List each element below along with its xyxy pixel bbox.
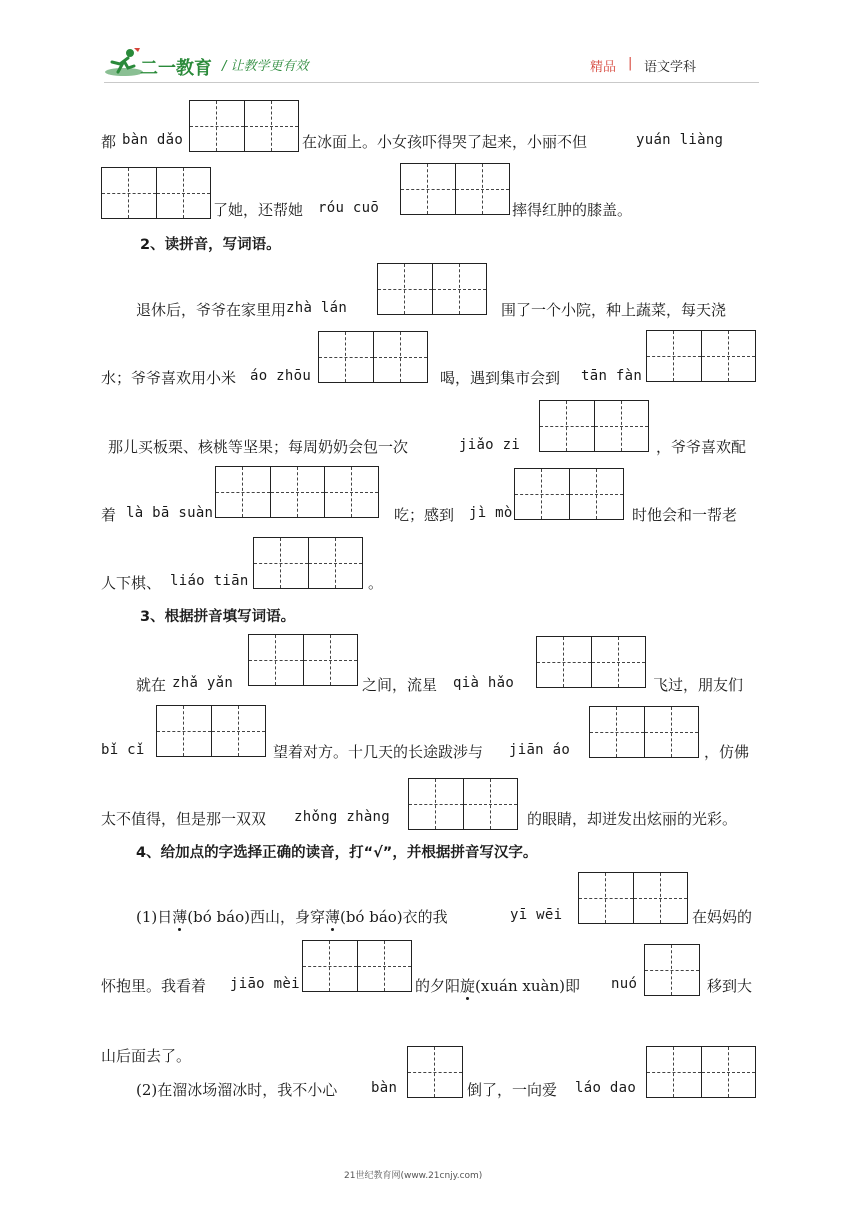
writing-box[interactable] [189,100,299,152]
writing-box[interactable] [536,636,646,688]
text: 的眼睛，却迸发出炫丽的光彩。 [527,810,738,828]
writing-box[interactable] [101,167,211,219]
text: 水；爷爷喜欢用小米 [101,369,237,387]
writing-box[interactable] [646,1046,756,1098]
header-tag-separator: | [628,56,633,71]
text: 那儿买板栗、核桃等坚果；每周奶奶会包一次 [108,438,409,456]
pinyin: tān fàn [581,368,643,384]
header-tag-quality: 精品 [590,60,617,75]
pinyin: jì mò [469,505,513,521]
header-tag-subject: 语文学科 [644,60,697,75]
writing-box[interactable] [646,330,756,382]
dotted-char: 薄 [324,908,340,926]
question-title: 3、根据拼音填写词语。 [140,609,296,625]
logo-text: 二一教育 [140,58,212,79]
writing-box[interactable] [408,778,518,830]
text: 太不值得，但是那一双双 [101,810,267,828]
text: 就在 [136,676,167,694]
writing-box[interactable] [377,263,487,315]
writing-box[interactable] [156,705,266,757]
writing-box[interactable] [514,468,624,520]
pinyin: jiāo mèi [230,976,300,992]
text: 移到大 [707,977,753,995]
text: 之间，流星 [362,676,438,694]
text: 倒了，一向爱 [467,1081,558,1099]
text: 时他会和一帮老 [632,506,738,524]
text: (2)在溜冰场溜冰时，我不小心 [136,1081,338,1099]
pinyin: yī wēi [510,907,563,923]
text: 在冰面上。小女孩吓得哭了起来，小丽不但 [302,133,588,151]
pinyin: zhǎ yǎn [172,675,234,691]
text: 在妈妈的 [692,908,753,926]
writing-box[interactable] [318,331,428,383]
pinyin: nuó [611,976,638,992]
pinyin: qià hǎo [453,675,515,691]
logo [104,46,214,80]
question-title: 4、给加点的字选择正确的读音，打“√”，并根据拼音写汉字。 [136,845,538,861]
dotted-char: 旋 [460,977,476,995]
writing-box[interactable] [578,872,688,924]
pinyin: bàn [371,1080,398,1096]
writing-box[interactable] [215,466,379,518]
pinyin: áo zhōu [250,368,312,384]
text: 飞过，朋友们 [653,676,744,694]
header-slogan: / 让教学更有效 [222,59,309,74]
text: ，爷爷喜欢配 [656,438,747,456]
text: 。 [368,574,384,592]
text: (1)日薄(bó báo)西山，身穿薄(bó báo)衣的我 [136,908,448,926]
text: 了她，还帮她 [213,201,304,219]
pinyin: zhǒng zhàng [294,809,391,825]
footer-text: 21世纪教育网(www.21cnjy.com) [344,1171,483,1181]
pinyin: yuán liàng [636,132,724,148]
pinyin: bàn dǎo [122,132,184,148]
dotted-char: 薄 [172,908,188,926]
writing-box[interactable] [539,400,649,452]
text: 摔得红肿的膝盖。 [512,201,633,219]
pinyin: láo dao [575,1080,637,1096]
pinyin: jiān áo [509,742,571,758]
header-divider [104,82,759,83]
pinyin: jiǎo zi [459,437,521,453]
text: 吃；感到 [394,506,455,524]
pinyin: bǐ cǐ [101,742,145,758]
writing-box[interactable] [248,634,358,686]
text: ，仿佛 [704,743,750,761]
pinyin: róu cuō [318,200,380,216]
writing-box[interactable] [302,940,412,992]
text: 都 [101,133,117,151]
text: 围了一个小院，种上蔬菜，每天浇 [501,301,727,319]
runner-logo-icon [104,46,144,80]
pinyin: zhà lán [286,300,348,316]
pinyin: là bā suàn [126,505,214,521]
text: 山后面去了。 [101,1047,192,1065]
text: 怀抱里。我看着 [101,977,207,995]
writing-box[interactable] [407,1046,463,1098]
text: 人下棋、 [101,574,162,592]
text: 望着对方。十几天的长途跋涉与 [273,743,484,761]
pinyin: liáo tiān [170,573,249,589]
writing-box[interactable] [589,706,699,758]
text: 的夕阳旋(xuán xuàn)即 [415,977,580,995]
question-title: 2、读拼音，写词语。 [140,237,281,253]
writing-box[interactable] [644,944,700,996]
writing-box[interactable] [400,163,510,215]
text: 着 [101,506,117,524]
text: 退休后，爷爷在家里用 [136,301,287,319]
writing-box[interactable] [253,537,363,589]
text: 喝，遇到集市会到 [440,369,561,387]
